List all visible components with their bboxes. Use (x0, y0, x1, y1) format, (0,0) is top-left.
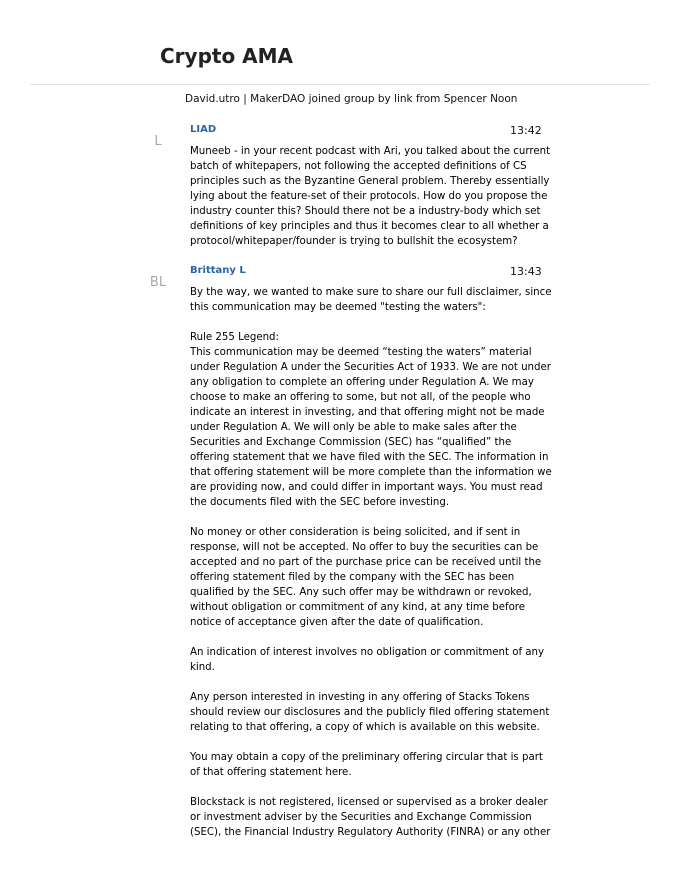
message-paragraph: Any person interested in investing in any offering of Stacks Tokens should review our disclosures and the publicly filed offering statement relating to that offering, a copy of which is available on this website. (190, 692, 550, 733)
message-paragraph: An indication of interest involves no obligation or commitment of any kind. (190, 647, 545, 673)
message-text (190, 285, 552, 840)
message-paragraph: By the way, we wanted to make sure to share our full disclaimer, since this communication may be deemed "testing the waters": (190, 287, 552, 313)
sender-name[interactable]: LIAD (190, 124, 217, 135)
message-paragraph: Muneeb - in your recent podcast with Ari, you talked about the current batch of whitepapers, not following the accepted definitions of CS principles such as the Byzantine General problem. Thereby essentially lying about the feature-set of their protocols. How do you propose the industry counter this? Should there not be a industry-body which set definitions of key principles and thus it becomes clear to all whether a protocol/whitepaper/founder is trying to bullshit the ecosystem? (190, 146, 551, 247)
message-paragraph: Rule 255 Legend: This communication may be deemed “testing the waters” material under Regulation A under the Securities Act of 1933. We are not under any obligation to complete an offering under Regulation A. We may choose to make an offering to some, but not all, of the people who indicate an interest in investing, and that offering might not be made under Regulation A. We will only be able to make sales after the Securities and Exchange Commission (SEC) has “qualified” the offering statement that we have filed with the SEC. The information in that offering statement will be more complete than the information we are providing now, and could differ in important ways. You must read the documents filed with the SEC before investing. (190, 332, 552, 508)
avatar[interactable]: BL (149, 275, 167, 290)
chat-title: Crypto AMA (160, 44, 294, 68)
avatar[interactable]: L (154, 134, 162, 149)
message-paragraph: Blockstack is not registered, licensed or supervised as a broker dealer or investment adviser by the Securities and Exchange Commission (SEC), the Financial Industry Regulatory Authority (FINRA) or any other (190, 797, 551, 838)
message-paragraph: No money or other consideration is being solicited, and if sent in response, will not be accepted. No offer to buy the securities can be accepted and no part of the purchase price can be received until the offering statement filed by the company with the SEC has been qualified by the SEC. Any such offer may be withdrawn or revoked, without obligation or commitment of any kind, at any time before notice of acceptance given after the date of qualification. (190, 527, 542, 628)
message-time: 13:42 (510, 124, 542, 137)
header-divider (30, 84, 650, 85)
message-paragraph: You may obtain a copy of the preliminary offering circular that is part of that offering statement here. (190, 752, 543, 778)
sender-name[interactable]: Brittany L (190, 265, 246, 276)
message-text (190, 144, 552, 249)
service-message: David.utro | MakerDAO joined group by link from Spencer Noon (185, 93, 518, 105)
message-time: 13:43 (510, 265, 542, 278)
